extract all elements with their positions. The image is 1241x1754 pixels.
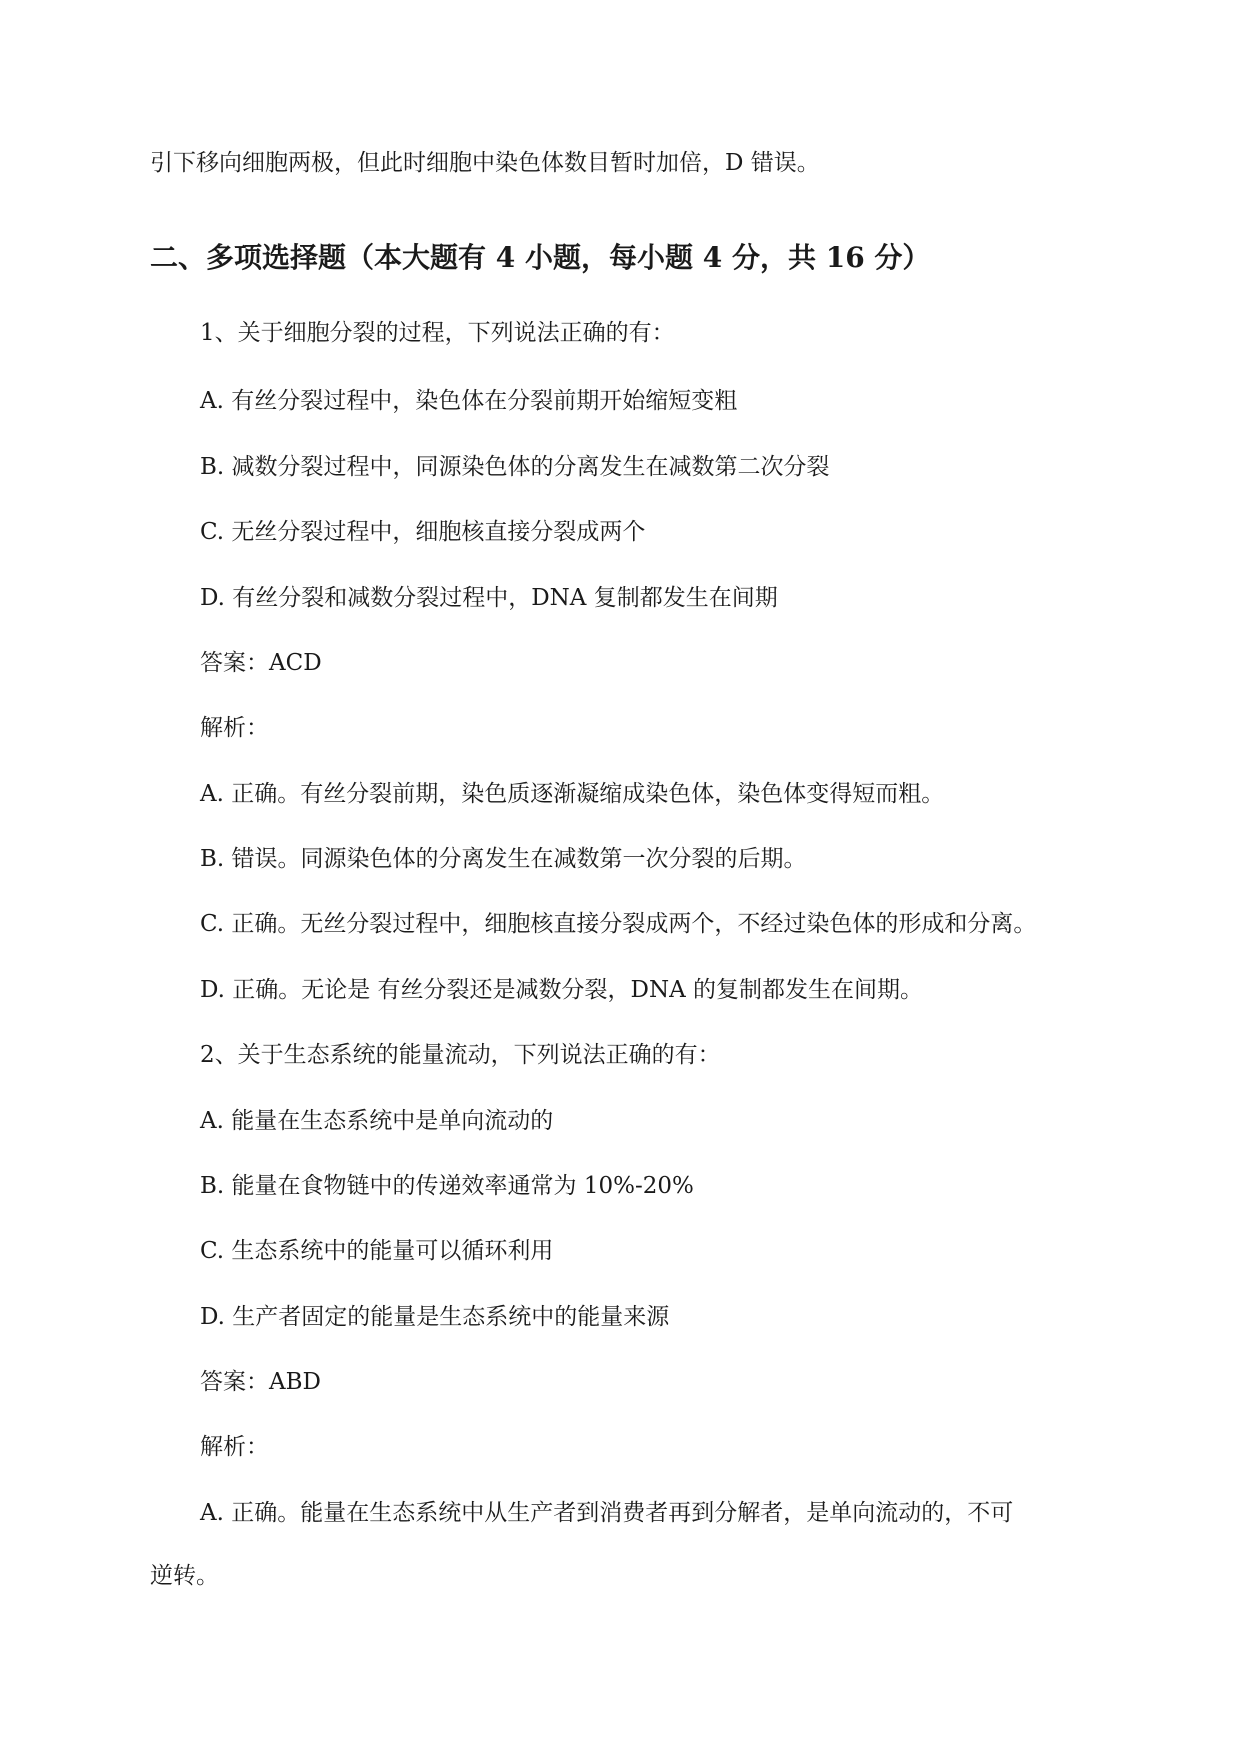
option-d: D. 有丝分裂和减数分裂过程中，DNA 复制都发生在间期 <box>200 585 778 611</box>
analysis-label: 解析： <box>200 1434 269 1460</box>
option-a: A. 能量在生态系统中是单向流动的 <box>200 1108 554 1134</box>
question-stem: 1、关于细胞分裂的过程，下列说法正确的有： <box>200 320 675 346</box>
option-c: C. 无丝分裂过程中，细胞核直接分裂成两个 <box>200 519 646 545</box>
analysis-c: C. 正确。无丝分裂过程中，细胞核直接分裂成两个，不经过染色体的形成和分离。 <box>200 911 1037 937</box>
option-b: B. 能量在食物链中的传递效率通常为 10%-20% <box>200 1173 694 1199</box>
analysis-a-line-1: A. 正确。能量在生态系统中从生产者到消费者再到分解者，是单向流动的，不可 <box>200 1500 1014 1526</box>
section-heading: 二、多项选择题（本大题有 4 小题，每小题 4 分，共 16 分） <box>150 241 931 274</box>
answer: 答案：ACD <box>200 650 322 676</box>
option-c: C. 生态系统中的能量可以循环利用 <box>200 1238 554 1264</box>
option-a: A. 有丝分裂过程中，染色体在分裂前期开始缩短变粗 <box>200 388 738 414</box>
option-b: B. 减数分裂过程中，同源染色体的分离发生在减数第二次分裂 <box>200 454 830 480</box>
analysis-b: B. 错误。同源染色体的分离发生在减数第一次分裂的后期。 <box>200 846 807 872</box>
analysis-a: A. 正确。有丝分裂前期，染色质逐渐凝缩成染色体，染色体变得短而粗。 <box>200 781 945 807</box>
analysis-a-line-2: 逆转。 <box>150 1563 219 1589</box>
previous-analysis-tail: 引下移向细胞两极，但此时细胞中染色体数目暂时加倍，D 错误。 <box>150 150 820 176</box>
analysis-d: D. 正确。无论是 有丝分裂还是减数分裂，DNA 的复制都发生在间期。 <box>200 977 924 1003</box>
answer: 答案：ABD <box>200 1369 321 1395</box>
analysis-label: 解析： <box>200 715 269 741</box>
option-d: D. 生产者固定的能量是生态系统中的能量来源 <box>200 1304 670 1330</box>
question-stem: 2、关于生态系统的能量流动，下列说法正确的有： <box>200 1042 721 1068</box>
